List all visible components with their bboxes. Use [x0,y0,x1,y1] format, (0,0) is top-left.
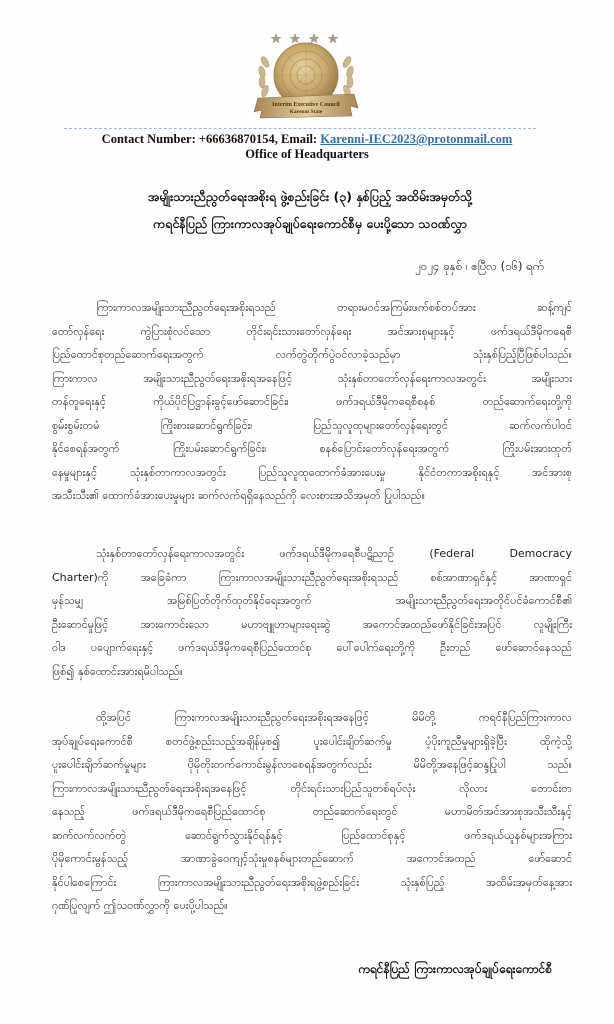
text-line: အုပ်ချုပ်ရေးကောင်စီ စတင်ဖွဲ့စည်းသည့်အချိန်မှစ၍ ပူးပေါင်းချိတ်ဆက်မှု ပံ့ပိုးကူညီမှုများရှိခဲ့ပြီး ထိုကဲ့သို့ [52,734,572,748]
text-line: ပိုမိုကောင်းမွန်သည့် အာဏာခွဲဝေကျင့်သုံးမှုစနစ်များတည်ဆောက် အကောင်အထည် ဖော်ဆောင် [52,852,572,865]
text-line: နေသည့် ဖက်ဒရယ်ဒီမိုကရေစီပြည်ထောင်စု တည်ဆောက်ရေးတွင် မဟာမိတ်အင်အားစုအသီးသီးနှင့် [52,805,572,818]
title-line-2: ကရင်နီပြည် ကြားကာလအုပ်ချုပ်ရေးကောင်စီမှ ပေးပို့သော သဝဏ်လွှာ [152,216,468,231]
contact-line [0,132,614,147]
text-line: သုံးနှစ်တာတော်လှန်ရေးကာလအတွင်း ဖက်ဒရယ်ဒီမိုကရေစီပဋိညာဉ် (Federal Democracy [96,547,572,560]
text-line: ဖြစ်၍ နှစ်ထောင်းအားရမိပါသည်။ [52,664,183,678]
text-line: ကြားကာလ အမျိုးသားညီညွတ်ရေးအစိုးရအနေဖြင့် သုံးနှစ်တာတော်လှန်ရေးကာလအတွင်း အမျိုးသား [52,371,572,385]
paragraph-2 [52,542,572,683]
svg-text:Karenni State: Karenni State [289,109,323,115]
text-line: တော်လှန်ရေး ကွဲပြားစုံလင်သော တိုင်းရင်းသားတော်လှန်ရေး အင်အားစုများနှင့် ဖက်ဒရယ်ဒီမိုကရေစီ [52,324,572,338]
text-line: ဝါဒ ပပျောက်ရေးနှင့် ဖက်ဒရယ်ဒီမိုကရေစီပြည်ထောင်စု ပေါ်ပေါက်ရေးတို့ကို ဦးတည် ဖော်ဆောင်နေသည် [52,641,572,654]
svg-text:Interim Executive Council: Interim Executive Council [272,102,340,108]
title-line-1: အမျိုးသားညီညွတ်ရေးအစိုးရ ဖွဲ့စည်းခြင်း (၃) နှစ်ပြည့် အထိမ်းအမှတ်သို့ [147,189,473,204]
text-line: မှန်သမျှ အမြစ်ပြတ်တိုက်ထုတ်နိုင်ရေးအတွက် အမျိုးသားညီညွတ်ရေးအတိုင်ပင်ခံကောင်စီ၏ [52,594,572,607]
text-line: ဂုဏ်ပြုလျက် ဤသဝဏ်လွှာကို ပေးပို့ပါသည်။ [52,899,228,912]
text-line: ကြားကာလအမျိုးသားညီညွတ်ရေးအစိုးရအနေဖြင့် တိုင်းရင်းသားပြည်သူတစ်ရပ်လုံး လိုလား တောင်းတ [52,781,572,795]
signature: ကရင်နီပြည် ကြားကာလအုပ်ချုပ်ရေးကောင်စီ [358,962,552,976]
text-line: နိုင်ပါစေကြောင်း ကြားကာလအမျိုးသားညီညွတ်ရေးအစိုးရဖွဲ့စည်းခြင်း သုံးနှစ်ပြည့် အထိမ်းအမှတ်နေ့အား [52,875,572,889]
text-line: နိုင်စေရန်အတွက် ကြိုးပမ်းဆောင်ရွက်ခြင်း၊ စနစ်ပြောင်းတော်လှန်ရေးအတွက် ကြိုးပမ်းအားထုတ် [52,442,572,455]
document-date: ၂၀၂၄ ခုနှစ် ၊ ဧပြီလ (၁၆) ရက် [415,259,544,273]
text-line: ဦးဆောင်မှုဖြင့် အားကောင်းသော မဟာဗျူဟာများရေးဆွဲ အကောင်အထည်ဖော်နိုင်ခြင်းအပြင် လူမျိုးကြီး [52,617,572,631]
text-line: ကြားကာလအမျိုးသားညီညွတ်ရေးအစိုးရသည် တရားမဝင်အကြမ်းဖက်စစ်တပ်အား ဆန့်ကျင် [96,301,572,314]
office-label: Office of Headquarters [245,147,369,161]
contact-label: Contact Number: +66636870154, Email: [101,132,321,146]
text-line: ဆက်လက်လက်တွဲ ဆောင်ရွက်သွားနိုင်ရန်နှင့် ပြည်ထောင်စုနှင့် ဖက်ဒရယ်ယူနစ်များအကြား [52,828,572,842]
document-title [90,183,530,237]
header-separator [64,128,536,129]
text-line: ပူးပေါင်းချိတ်ဆက်မှုများ ပိုမိုတိုးတက်ကောင်းမွန်လာစေရန်အတွက်လည်း မိမိတို့အနေဖြင့်ဆန္ဒပြုပါ သည်။ [52,758,572,771]
text-line: တန်တူရေးနှင့် ကိုယ်ပိုင်ပြဋ္ဌာန်းခွင့်ဖော်ဆောင်ခြင်း၊ ဖက်ဒရယ်ဒီမိုကရေစီစနစ် တည်ဆောက်ရေးတို့ကို [52,395,572,408]
email-link[interactable]: Karenni-IEC2023@protonmail.com [320,132,513,146]
text-line: ပြည်ထောင်စုတည်ဆောက်ရေးအတွက် လက်တွဲတိုက်ပွဲဝင်လာခဲ့သည်မှာ သုံးနှစ်ပြည့်ပြီဖြစ်ပါသည်။ [52,348,572,361]
text-line: ထို့အပြင် ကြားကာလအမျိုးသားညီညွတ်ရေးအစိုးရအနေဖြင့် မိမိတို့ ကရင်နီပြည်ကြားကာလ [96,711,572,724]
paragraph-3 [52,706,572,918]
text-line: နေမှုများနှင့် သုံးနှစ်တာကာလအတွင်း ပြည်သူလူထုထောက်ခံအားပေးမှု နိုင်ငံတကာအစိုးရနှင့် အင်အားစု [52,465,572,479]
text-line: အသီးသီး၏ ထောက်ခံအားပေးမှုများ ဆက်လက်ရရှိနေသည်ကို လေးစားအသိအမှတ် ပြုပါသည်။ [52,489,426,502]
text-line: စွမ်းစွမ်းတမံ ကြိုးစားဆောင်ရွက်ခြင်း၊ ပြည်သူလူထုများတော်လှန်ရေးတွင် ဆက်လက်ပါဝင် [52,418,572,432]
text-line: Charter)ကို အခြေခံကာ ကြားကာလအမျိုးသားညီညွတ်ရေးအစိုးရသည် စစ်အာဏာရှင်နှင့် အာဏာရှင် [52,570,572,584]
council-emblem-icon [252,28,360,120]
paragraph-1 [52,296,572,508]
